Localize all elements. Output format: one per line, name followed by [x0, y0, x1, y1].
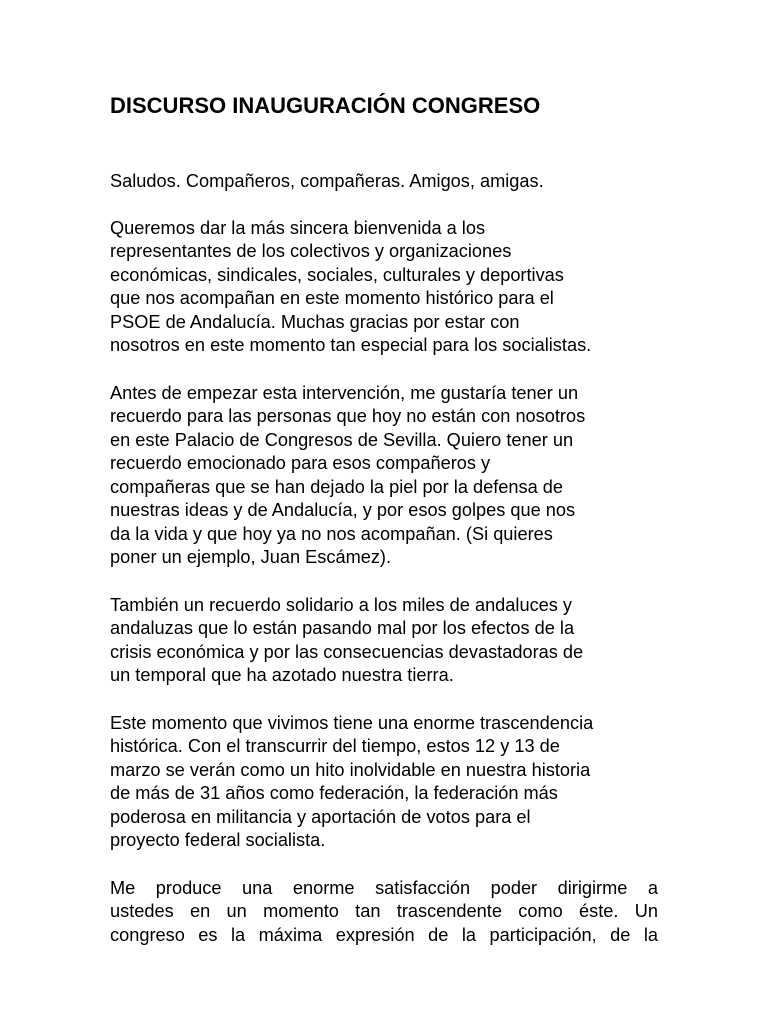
document-title: DISCURSO INAUGURACIÓN CONGRESO — [110, 93, 541, 118]
paragraph-line: andaluzas que lo están pasando mal por los efectos de la — [110, 618, 575, 638]
paragraph-welcome — [110, 217, 658, 358]
paragraph-line: Me produce una enorme satisfacción poder dirigirme a — [110, 877, 658, 898]
paragraph-line: También un recuerdo solidario a los miles de andaluces y — [110, 594, 573, 615]
paragraph-line: poner un ejemplo, Juan Escámez). — [110, 547, 392, 567]
paragraph-line: PSOE de Andalucía. Muchas gracias por estar con — [110, 311, 520, 332]
paragraph-line: proyecto federal socialista. — [110, 830, 326, 850]
paragraph-remembrance — [110, 382, 658, 570]
paragraph-historic-moment — [110, 712, 658, 853]
paragraph-line: recuerdo emocionado para esos compañeros y — [110, 453, 491, 473]
paragraph-line: representantes de los colectivos y organizaciones — [110, 241, 512, 261]
paragraph-line: nosotros en este momento tan especial para los socialistas. — [110, 335, 592, 355]
paragraph-line: económicas, sindicales, sociales, culturales y deportivas — [110, 264, 564, 285]
paragraph-line: Queremos dar la más sincera bienvenida a los — [110, 217, 486, 238]
paragraph-satisfaction — [110, 877, 658, 948]
paragraph-line: en este Palacio de Congresos de Sevilla. Quiero tener un — [110, 429, 574, 450]
paragraph-greeting — [110, 170, 658, 194]
paragraph-line: de más de 31 años como federación, la federación más — [110, 783, 558, 803]
paragraph-line: compañeras que se han dejado la piel por la defensa de — [110, 476, 563, 497]
paragraph-line: da la vida y que hoy ya no nos acompañan. (Si quieres — [110, 523, 553, 544]
paragraph-line: congreso es la máxima expresión de la participación, de la — [110, 924, 658, 945]
paragraph-line: nuestras ideas y de Andalucía, y por esos golpes que nos — [110, 500, 576, 520]
paragraph-line: marzo se verán como un hito inolvidable en nuestra historia — [110, 759, 591, 780]
paragraph-line: Saludos. Compañeros, compañeras. Amigos, amigas. — [110, 171, 544, 191]
paragraph-line: crisis económica y por las consecuencias devastadoras de — [110, 641, 584, 662]
paragraph-line: un temporal que ha azotado nuestra tierra. — [110, 665, 454, 685]
document-page — [110, 92, 658, 971]
paragraph-line: poderosa en militancia y aportación de votos para el — [110, 806, 531, 827]
paragraph-line: recuerdo para las personas que hoy no están con nosotros — [110, 406, 586, 426]
paragraph-solidarity — [110, 594, 658, 688]
paragraph-line: Antes de empezar esta intervención, me gustaría tener un — [110, 382, 579, 403]
paragraph-line: ustedes en un momento tan trascendente como éste. Un — [110, 901, 658, 921]
paragraph-line: Este momento que vivimos tiene una enorme trascendencia — [110, 712, 594, 733]
paragraph-line: histórica. Con el transcurrir del tiempo, estos 12 y 13 de — [110, 736, 560, 756]
paragraph-line: que nos acompañan en este momento histórico para el — [110, 288, 554, 308]
